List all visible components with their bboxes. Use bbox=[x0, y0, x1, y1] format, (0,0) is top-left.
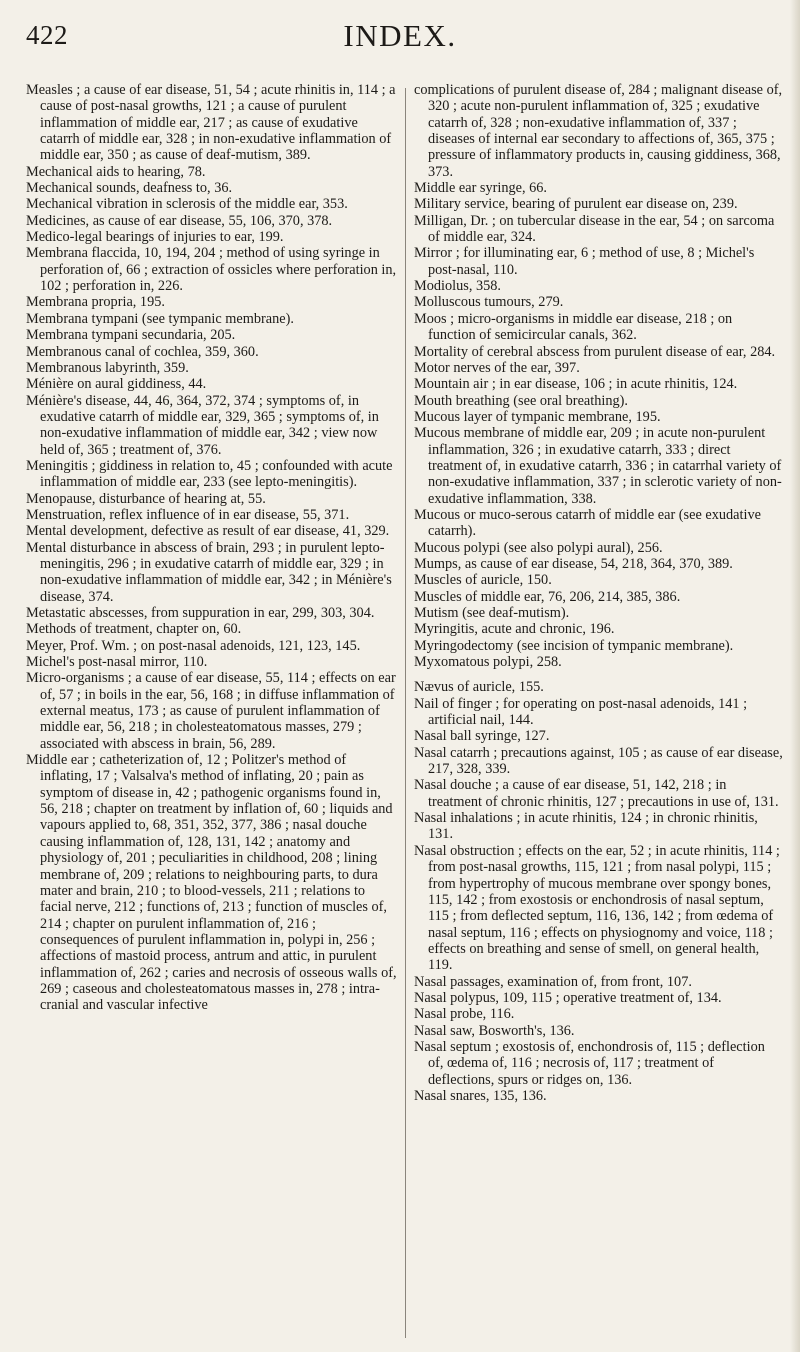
index-entry: Nævus of auricle, 155. bbox=[414, 679, 544, 696]
index-entry: Membrana tympani (see tympanic membrane). bbox=[26, 310, 294, 327]
index-entry: Middle ear ; catheterization of, 12 ; Politzer's method of inflating, 17 ; Valsalva's method of inflating, 20 ; pain as symptom of disease in, 42 ; pathogenic organisms found in, 56, 218 ; chapter on treatment by inflation of, 60 ; liquids and vapours applied to, 68, 351, 352, 377, 386 ; nasal douche causing inflammation of, 128, 131, 142 ; anatomy and physiology of, 201 ; peculiarities in childhood, 208 ; lining membrane of, 209 ; relations to neighbouring parts, to dura mater and brain, 210 ; to blood-vessels, 211 ; relations to facial nerve, 212 ; functions of, 213 ; function of muscles of, 214 ; chapter on purulent inflammation of, 216 ; consequences of purulent inflammation in, polypi in, 256 ; affections of mastoid process, antrum and attic, in purulent inflammation of, 262 ; caries and necrosis of osseous walls of, 269 ; caseous and cholesteatomatous masses in, 278 ; intra-cranial and vascular infective bbox=[26, 752, 397, 1014]
index-entry: Mutism (see deaf-mutism). bbox=[414, 605, 570, 621]
index-entry: Metastatic abscesses, from suppuration in ear, 299, 303, 304. bbox=[26, 605, 375, 621]
index-entry: Modiolus, 358. bbox=[414, 278, 501, 295]
index-entry: Membranous labyrinth, 359. bbox=[26, 359, 189, 376]
index-entry: Mechanical vibration in sclerosis of the middle ear, 353. bbox=[26, 196, 348, 213]
index-entry: Micro-organisms ; a cause of ear disease, 55, 114 ; effects on ear of, 57 ; in boils in the ear, 56, 168 ; in diffuse inflammation of external meatus, 173 ; as cause of purulent inflammation of middle ear, 56, 218 ; in cholesteatomatous masses, 279 ; associated with abscess in brain, 56, 289. bbox=[26, 670, 396, 752]
index-entry: complications of purulent disease of, 284 ; malignant disease of, 320 ; acute non-purulent inflammation of, 325 ; exudative catarrh of, 328 ; non-exudative inflammation of, 337 ; diseases of internal ear secondary to affections of, 365, 375 ; pressure of inflammatory products in, causing giddiness, 368, 373. bbox=[414, 82, 783, 180]
page-title: INDEX. bbox=[343, 18, 457, 53]
index-entry: Mucous or muco-serous catarrh of middle ear (see exudative catarrh). bbox=[414, 506, 761, 540]
column-divider bbox=[405, 88, 406, 1338]
index-entry: Michel's post-nasal mirror, 110. bbox=[26, 654, 208, 671]
index-entry: Mountain air ; in ear disease, 106 ; in acute rhinitis, 124. bbox=[414, 376, 738, 393]
index-entry: Motor nerves of the ear, 397. bbox=[414, 359, 580, 376]
index-entry: Mental disturbance in abscess of brain, 293 ; in purulent lepto-meningitis, 296 ; in exudative catarrh of middle ear, 329 ; in non-exudative inflammation of middle ear, 342 ; in Ménière's disease, 374. bbox=[26, 539, 392, 605]
index-entry: Mechanical sounds, deafness to, 36. bbox=[26, 180, 233, 197]
index-entry: Mucous polypi (see also polypi aural), 256. bbox=[414, 539, 663, 556]
index-entry: Menopause, disturbance of hearing at, 55. bbox=[26, 490, 266, 507]
index-entry: Mucous layer of tympanic membrane, 195. bbox=[414, 408, 661, 425]
index-entry: Mortality of cerebral abscess from purulent disease of ear, 284. bbox=[414, 343, 776, 360]
index-entry: Medicines, as cause of ear disease, 55, 106, 370, 378. bbox=[26, 212, 333, 229]
index-entry: Meningitis ; giddiness in relation to, 45 ; confounded with acute inflammation of middle ear, 233 (see lepto-meningitis). bbox=[26, 457, 393, 491]
index-entry: Mirror ; for illuminating ear, 6 ; method of use, 8 ; Michel's post-nasal, 110. bbox=[414, 245, 755, 278]
index-entry: Nasal obstruction ; effects on the ear, 52 ; in acute rhinitis, 114 ; from post-nasal growths, 115, 121 ; from nasal polypi, 115 ; from hypertrophy of mucous membrane over spongy bones, 115, 142 ; from exostosis or enchondrosis of nasal septum, 115 ; from deflected septum, 116, 136, 142 ; from œdema of nasal septum, 116 ; effects on physiognomy and voice, 118 ; effects on breathing and sense of smell, on general health, 119. bbox=[414, 842, 780, 974]
index-entry: Myringodectomy (see incision of tympanic membrane). bbox=[414, 637, 734, 654]
index-entry: Milligan, Dr. ; on tubercular disease in the ear, 54 ; on sarcoma of middle ear, 324. bbox=[414, 212, 775, 246]
index-entry: Nasal douche ; a cause of ear disease, 51, 142, 218 ; in treatment of chronic rhinitis, 127 ; precautions in use of, 131. bbox=[414, 777, 779, 810]
index-entry: Nasal inhalations ; in acute rhinitis, 124 ; in chronic rhinitis, 131. bbox=[414, 810, 758, 843]
index-entry: Meyer, Prof. Wm. ; on post-nasal adenoids, 121, 123, 145. bbox=[26, 637, 361, 654]
index-entry: Membranous canal of cochlea, 359, 360. bbox=[26, 343, 259, 360]
page-edge-shadow bbox=[790, 0, 800, 1352]
index-entry: Muscles of middle ear, 76, 206, 214, 385, 386. bbox=[414, 588, 681, 605]
index-entry: Molluscous tumours, 279. bbox=[414, 294, 564, 311]
index-entry: Membrana flaccida, 10, 194, 204 ; method of using syringe in perforation of, 66 ; extraction of ossicles where perforation in, 102 ; perforation in, 226. bbox=[26, 245, 397, 295]
index-entry: Mumps, as cause of ear disease, 54, 218, 364, 370, 389. bbox=[414, 555, 733, 572]
index-entry: Mouth breathing (see oral breathing). bbox=[414, 392, 628, 409]
index-entry: Methods of treatment, chapter on, 60. bbox=[26, 621, 242, 638]
page-number: 422 bbox=[26, 20, 68, 50]
index-entry: Myringitis, acute and chronic, 196. bbox=[414, 621, 615, 638]
index-entry: Nasal probe, 116. bbox=[414, 1006, 515, 1023]
index-entry: Medico-legal bearings of injuries to ear, 199. bbox=[26, 229, 284, 246]
index-entry: Muscles of auricle, 150. bbox=[414, 572, 552, 589]
index-entry: Menstruation, reflex influence of in ear disease, 55, 371. bbox=[26, 506, 350, 523]
index-entry: Nasal snares, 135, 136. bbox=[414, 1087, 547, 1104]
index-column-right bbox=[414, 82, 783, 1104]
index-entry: Membrana propria, 195. bbox=[26, 294, 165, 311]
index-column-left bbox=[26, 82, 397, 1014]
index-entry: Nasal polypus, 109, 115 ; operative treatment of, 134. bbox=[414, 989, 722, 1006]
index-entry: Nasal saw, Bosworth's, 136. bbox=[414, 1022, 575, 1039]
index-entry: Myxomatous polypi, 258. bbox=[414, 654, 562, 671]
index-entry: Nasal ball syringe, 127. bbox=[414, 728, 550, 745]
index-entry: Middle ear syringe, 66. bbox=[414, 180, 548, 197]
index-entry: Mechanical aids to hearing, 78. bbox=[26, 163, 206, 180]
index-entry: Ménière on aural giddiness, 44. bbox=[26, 376, 207, 393]
index-entry: Membrana tympani secundaria, 205. bbox=[26, 327, 236, 344]
index-entry: Moos ; micro-organisms in middle ear disease, 218 ; on function of semicircular canals, 362. bbox=[414, 310, 733, 344]
index-entry: Mucous membrane of middle ear, 209 ; in acute non-purulent inflammation, 326 ; in exudative catarrh, 333 ; direct treatment of, in exudative catarrh, 336 ; in catarrhal variety of non-exudative inflammation, 337 ; in sclerotic variety of non-exudative inflammation, 338. bbox=[414, 425, 782, 507]
index-entry: Nasal catarrh ; precautions against, 105 ; as cause of ear disease, 217, 328, 339. bbox=[414, 744, 783, 778]
index-entry: Military service, bearing of purulent ear disease on, 239. bbox=[414, 196, 738, 213]
index-entry: Nasal septum ; exostosis of, enchondrosis of, 115 ; deflection of, œdema of, 116 ; necrosis of, 117 ; treatment of deflections, spurs or ridges on, 136. bbox=[414, 1038, 765, 1088]
index-entry: Nail of finger ; for operating on post-nasal adenoids, 141 ; artificial nail, 144. bbox=[414, 695, 748, 729]
index-entry: Nasal passages, examination of, from front, 107. bbox=[414, 973, 692, 990]
index-entry: Mental development, defective as result of ear disease, 41, 329. bbox=[26, 523, 390, 540]
index-entry: Measles ; a cause of ear disease, 51, 54 ; acute rhinitis in, 114 ; a cause of post-nasal growths, 121 ; a cause of purulent inflammation of middle ear, 217 ; as cause of exudative catarrh of middle ear, 328 ; in non-exudative inflammation of middle ear, 350 ; as cause of deaf-mutism, 389. bbox=[26, 82, 396, 164]
page-header bbox=[0, 14, 800, 54]
index-entry: Ménière's disease, 44, 46, 364, 372, 374 ; symptoms of, in exudative catarrh of middle ear, 329, 365 ; symptoms of, in non-exudative inflammation of middle ear, 342 ; view now held of, 365 ; treatment of, 376. bbox=[26, 392, 379, 458]
